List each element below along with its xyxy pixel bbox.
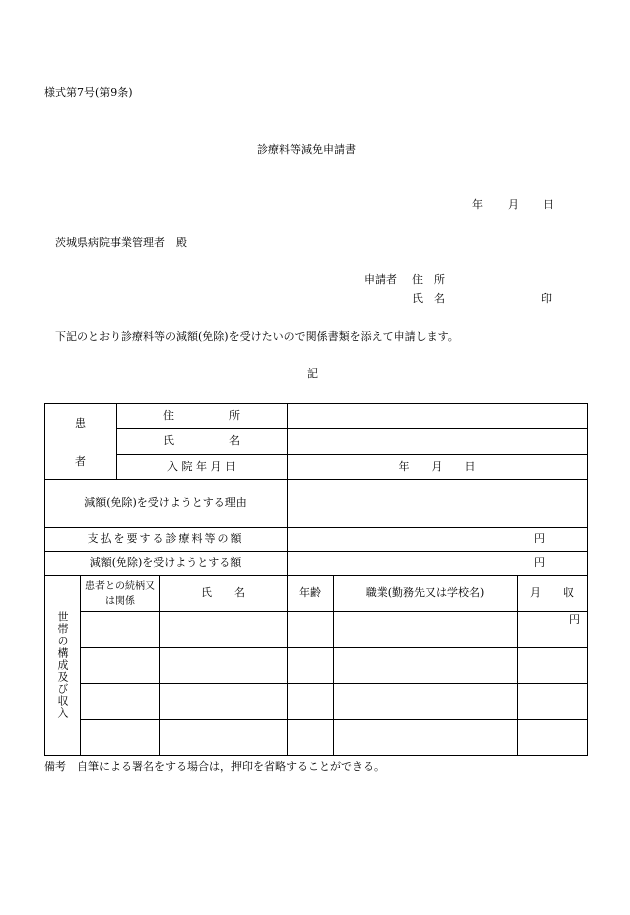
table-rule: [80, 647, 588, 648]
table-rule: [80, 683, 588, 684]
request-statement: 下記のとおり診療料等の減額(免除)を受けたいので関係書類を添えて申請します。: [55, 330, 459, 343]
income-unit: 円: [569, 613, 580, 626]
income-header: 月 収: [530, 586, 574, 599]
table-rule: [80, 575, 81, 756]
name-label: 氏 名: [163, 434, 240, 447]
reduction-unit: 円: [534, 556, 545, 569]
fee-unit: 円: [534, 532, 545, 545]
patient-label-2: 者: [75, 455, 86, 468]
occupation-header: 職業(勤務先又は学校名): [365, 586, 485, 599]
address-label: 住 所: [163, 408, 240, 422]
document-title: 診療料等減免申請書: [257, 143, 356, 156]
ki-mark: 記: [307, 367, 318, 380]
admission-date-label: 入 院 年 月 日: [167, 459, 236, 473]
member-name-header: 氏 名: [201, 586, 245, 599]
seal-mark: 印: [541, 292, 552, 305]
table-rule: [80, 611, 588, 612]
age-header: 年齢: [299, 586, 321, 599]
table-rule: [587, 403, 588, 756]
addressee: 茨城県病院事業管理者 殿: [55, 236, 187, 249]
reason-label: 減額(免除)を受けようとする理由: [84, 496, 247, 509]
date-month: 月: [508, 198, 519, 211]
applicant-label: 申請者: [364, 273, 397, 286]
date-day: 日: [543, 198, 554, 211]
form-number: 様式第7号(第9条): [44, 86, 133, 99]
date-year: 年: [472, 198, 483, 211]
table-rule: [80, 719, 588, 720]
relation-header: 患者との続柄又は関係: [85, 580, 155, 607]
fee-label: 支払を要する診療料等の額: [87, 532, 244, 545]
patient-label-1: 患: [75, 417, 86, 430]
applicant-name-label: 氏 名: [412, 292, 445, 305]
household-label: 世帯の構成及び収入: [56, 611, 69, 719]
applicant-address-label: 住 所: [412, 273, 445, 286]
reduction-label: 減額(免除)を受けようとする額: [89, 556, 242, 569]
footnote: 備考 自筆による署名をする場合は，押印を省略することができる。: [44, 760, 385, 773]
table-rule: [44, 755, 588, 756]
admission-date-value: 年 月 日: [398, 459, 476, 473]
household-label-cell: [44, 575, 80, 755]
